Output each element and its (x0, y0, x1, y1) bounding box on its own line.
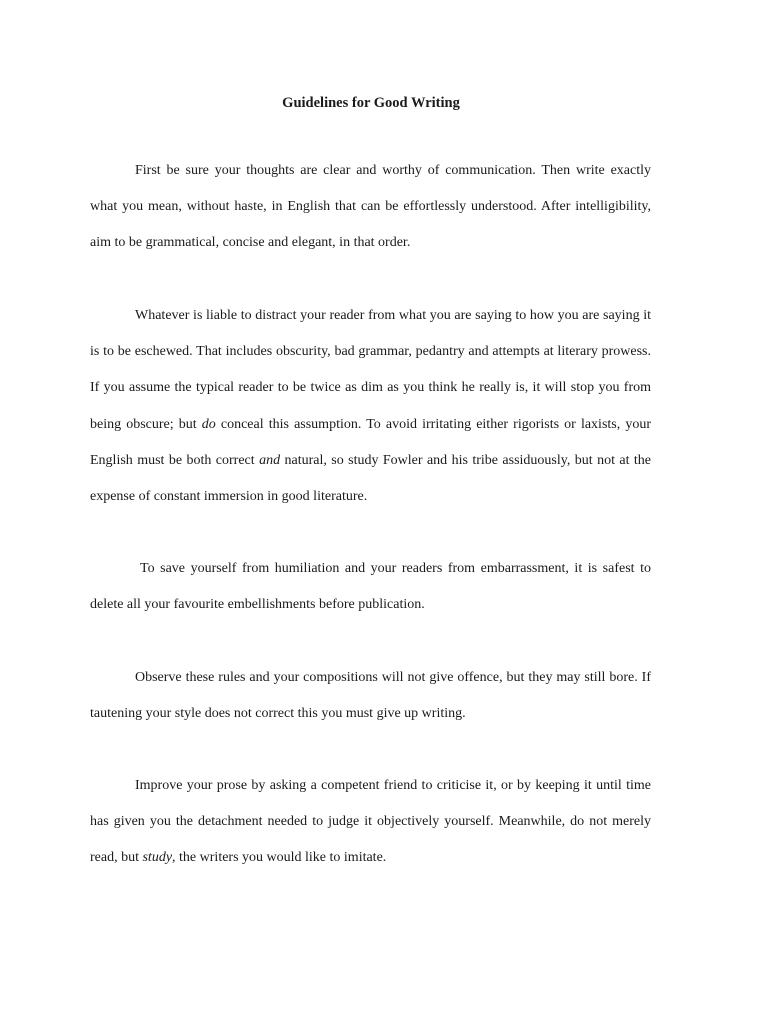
paragraph-clarity (90, 153, 651, 262)
paragraph-text: To save yourself from humiliation and your readers from embarrassment, it is safest to delete all your favourite embellishments before publication. (90, 561, 651, 613)
paragraph-rules (90, 660, 651, 732)
paragraph-text: Whatever is liable to distract your reader from what you are saying to how you are saying it is to be eschewed. That includes obscurity, bad grammar, pedantry and attempts at literary prowess. If you assume the typical reader to be twice as dim as you think he really is, it will stop you from being obscure; but (90, 308, 651, 432)
paragraph-text: Improve your prose by asking a competent friend to criticise it, or by keeping it until time has given you the detachment needed to judge it objectively yourself. Meanwhile, do not merely read, but (90, 778, 651, 866)
document-title: Guidelines for Good Writing (282, 95, 460, 111)
paragraph-text: Observe these rules and your compositions will not give offence, but they may still bore. If tautening your style does not correct this you must give up writing. (90, 670, 651, 722)
emphasis-text: study (142, 850, 173, 866)
paragraph-text: natural, so study Fowler and his tribe assiduously, but not at the expense of constant immersion in good literature. (90, 452, 651, 505)
emphasis-text: do (201, 416, 216, 432)
paragraph-text: First be sure your thoughts are clear and worthy of communication. Then write exactly what you mean, without haste, in English that can be effortlessly understood. After intelligibility, aim to be grammatical, concise and elegant, in that order. (90, 163, 651, 251)
paragraph-embellishments (90, 551, 651, 623)
paragraph-improve (90, 768, 651, 877)
paragraph-text: , the writers you would like to imitate. (172, 850, 387, 866)
paragraph-text: conceal this assumption. To avoid irritating either rigorists or laxists, your English must be both correct (90, 416, 652, 468)
paragraph-distraction (90, 298, 651, 515)
emphasis-text: and (259, 452, 281, 468)
